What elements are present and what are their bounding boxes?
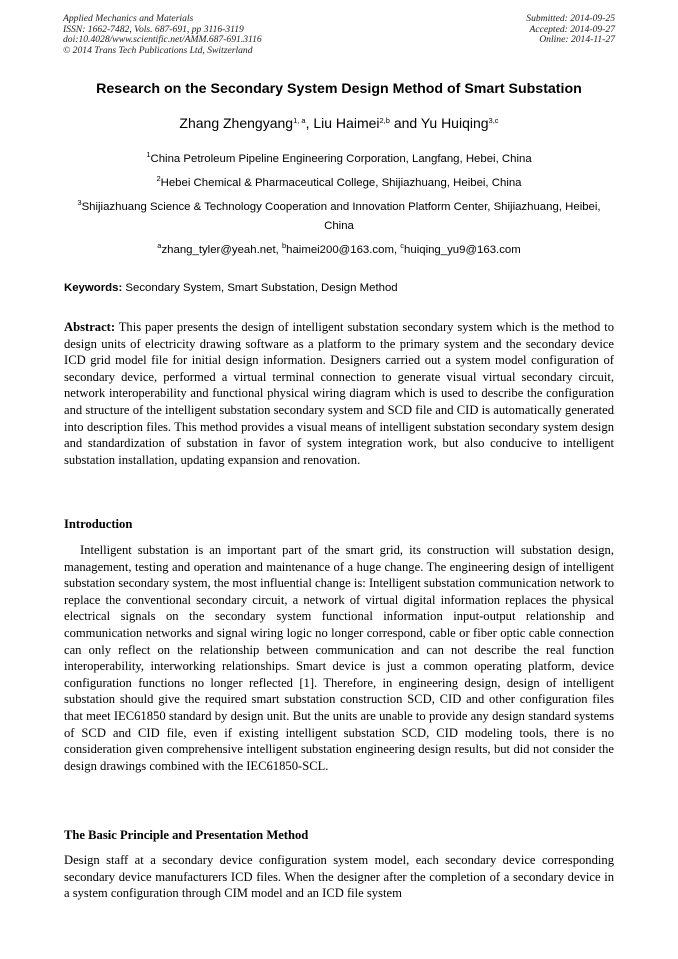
copyright-line: © 2014 Trans Tech Publications Ltd, Switzerland bbox=[63, 44, 253, 56]
email: huiqing_yu9@163.com bbox=[404, 244, 521, 256]
email-sup: a bbox=[157, 241, 162, 250]
author-affiliation-sup: 3,c bbox=[488, 116, 499, 125]
affiliations bbox=[64, 150, 614, 260]
author-separator: , bbox=[305, 115, 314, 131]
affiliation bbox=[64, 174, 614, 193]
doi-line: doi:10.4028/www.scientific.net/AMM.687-691.3116 bbox=[63, 34, 262, 46]
accepted-date: Accepted: 2014-09-27 bbox=[529, 23, 615, 35]
author-separator: and bbox=[389, 115, 421, 131]
issn-line: ISSN: 1662-7482, Vols. 687-691, pp 3116-3119 bbox=[63, 23, 244, 35]
author: Yu Huiqing bbox=[420, 115, 489, 131]
author: Liu Haimei bbox=[313, 115, 380, 131]
submitted-date: Submitted: 2014-09-25 bbox=[526, 13, 615, 24]
keywords-label: Keywords: bbox=[64, 282, 123, 294]
email: zhang_tyler@yeah.net bbox=[161, 244, 276, 256]
email-separator: , bbox=[275, 244, 282, 256]
affiliation-text: Hebei Chemical & Pharmaceutical College, Shijiazhuang, Heibei, China bbox=[160, 177, 522, 189]
email-separator: , bbox=[393, 244, 401, 256]
affiliation-sup: 2 bbox=[156, 174, 161, 183]
email-sup: c bbox=[400, 241, 405, 250]
dates-header bbox=[526, 14, 615, 46]
email: haimei200@163.com bbox=[286, 244, 394, 256]
journal-header bbox=[63, 14, 262, 56]
affiliation bbox=[64, 150, 614, 169]
author: Zhang Zhengyang bbox=[179, 115, 294, 131]
email-sup: b bbox=[281, 241, 287, 250]
paper-title: Research on the Secondary System Design Method of Smart Substation bbox=[96, 81, 582, 97]
affiliation-text: Shijiazhuang Science & Technology Cooperation and Innovation Platform Center, Shijiazhuang, Heibei, China bbox=[81, 201, 601, 232]
abstract-label: Abstract: bbox=[64, 320, 116, 334]
affiliation-sup: 3 bbox=[77, 198, 82, 207]
keywords bbox=[64, 282, 398, 294]
online-date: Online: 2014-11-27 bbox=[539, 34, 615, 46]
journal-name: Applied Mechanics and Materials bbox=[63, 13, 194, 24]
author-affiliation-sup: 2,b bbox=[379, 116, 390, 125]
introduction-heading: Introduction bbox=[64, 517, 133, 531]
basic-principle-heading: The Basic Principle and Presentation Method bbox=[64, 828, 309, 842]
basic-principle-paragraph: Design staff at a secondary device configuration system model, each secondary device corresponding secondary device manufacturers ICD files. When the designer after the completion of a secondary device in a system configuration through CIM model and an ICD file system bbox=[64, 853, 614, 901]
author-line bbox=[0, 115, 678, 131]
introduction-paragraph: Intelligent substation is an important part of the smart grid, its construction will substation design, management, testing and operation and maintenance of a huge change. The engineering design of intelligent substation secondary system, the most influential change is: Intelligent substation communication network to replace the conventional secondary circuit, a network of virtual digital information replaces the physical electrical signals on the secondary system functional information input-output relationship and communication networks and signal wiring logic no longer correspond, cable or fiber optic cable connection can only reflect on the relationship between communication and can not describe the real function interoperability, interworking relationships. Smart device is just a common operating platform, device configuration functions no longer reflected [1]. Therefore, in engineering design, design of intelligent substation should give the required smart substation construction SCD, CID and other configuration files that meet IEC61850 standard by design unit. But the units are unable to provide any design standard systems of SCD and CID file, even if existing intelligent substation SCD, CID modeling tools, there is no consideration given comprehensive intelligent substation engineering design results, but did not consider the design drawings combined with the IEC61850-SCL. bbox=[64, 543, 614, 773]
abstract bbox=[64, 319, 614, 468]
keywords-text: Secondary System, Smart Substation, Design Method bbox=[122, 282, 398, 294]
abstract-text: This paper presents the design of intelligent substation secondary system which is the method to design units of electricity drawing software as a platform to the primary system and the secondary device ICD grid model file for initial design information. Designers carried out a system model configuration of secondary device, performed a virtual terminal connection to generate visual virtual secondary circuit, network interoperability and functional physical wiring diagram which is used to describe the configuration and structure of the intelligent substation secondary system and SCD file and CID is automatically generated into description files. This method provides a visual means of intelligent substation secondary system design and standardization of substation in favor of system integration work, but also conducive to intelligent substation installation, updating expansion and renovation. bbox=[64, 320, 614, 467]
email-line bbox=[64, 241, 614, 260]
author-affiliation-sup: 1, a bbox=[293, 116, 306, 125]
affiliation bbox=[64, 198, 614, 236]
affiliation-text: China Petroleum Pipeline Engineering Corporation, Langfang, Hebei, China bbox=[150, 153, 532, 165]
affiliation-sup: 1 bbox=[146, 150, 151, 159]
